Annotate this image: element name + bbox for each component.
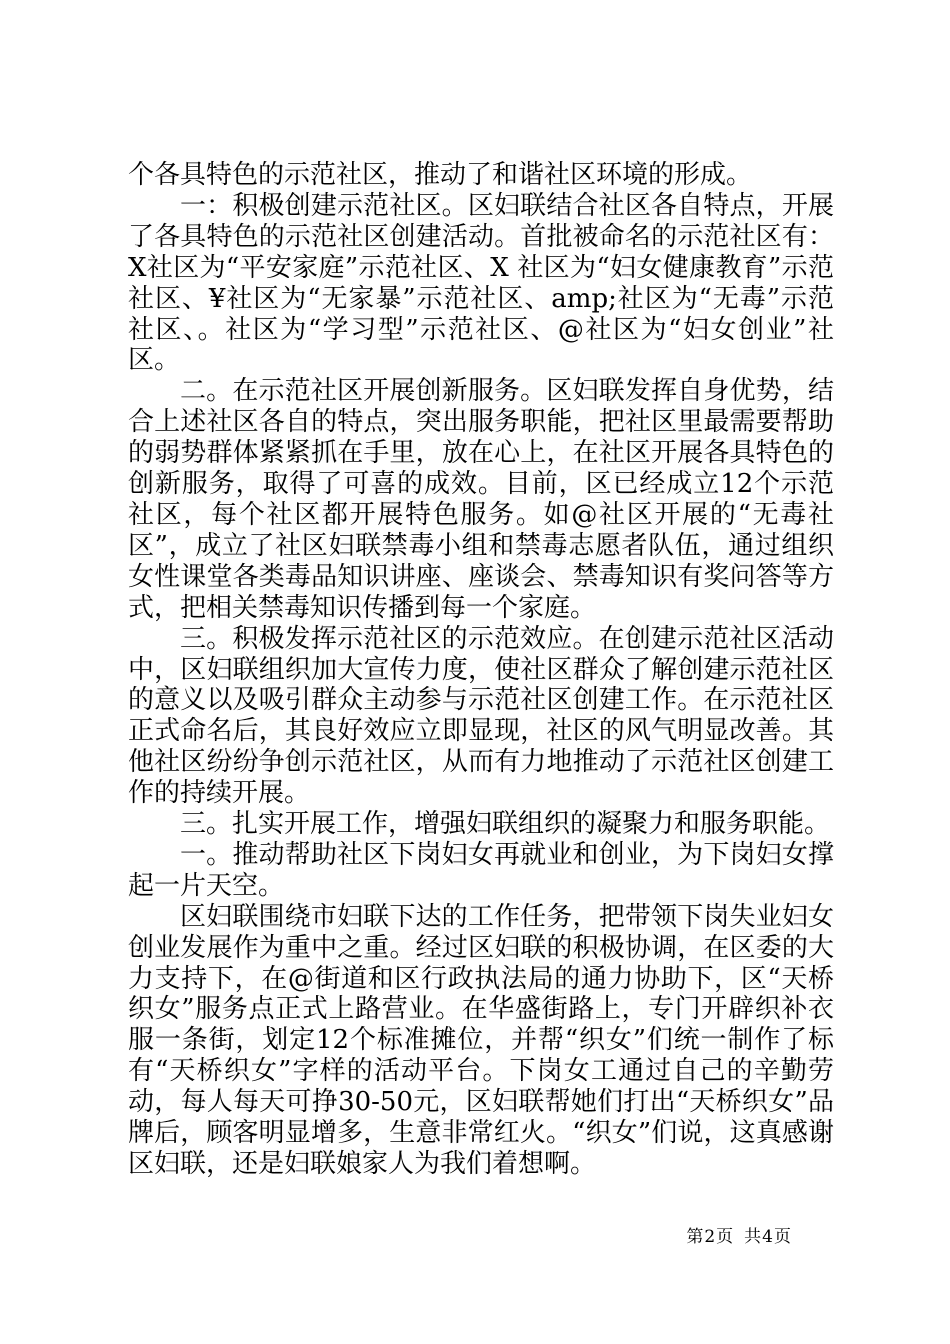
paragraph: 区妇联围绕市妇联下达的工作任务，把带领下岗失业妇女创业发展作为重中之重。经过区妇联的积极协调，在区委的大力支持下，在@街道和区行政执法局的通力协助下，区“天桥织女”服务点正式上路营业。在华盛街路上，专门开辟织补衣服一条街，划定12个标准摊位，并帮“织女”们统一制作了标有“天桥织女”字样的活动平台。下岗女工通过自己的辛勤劳动，每人每天可挣30-50元，区妇联帮她们打出“天桥织女”品牌后，顾客明显增多，生意非常红火。“织女”们说，这真感谢区妇联，还是妇联娘家人为我们着想啊。	[128, 901, 834, 1179]
page-total-label: 共4页	[744, 1227, 792, 1247]
document-body	[128, 160, 834, 1180]
paragraph-continuation: 个各具特色的示范社区，推动了和谐社区环境的形成。	[128, 160, 753, 190]
paragraph: 二。在示范社区开展创新服务。区妇联发挥自身优势，结合上述社区各自的特点，突出服务职能，把社区里最需要帮助的弱势群体紧紧抓在手里，放在心上，在社区开展各具特色的创新服务，取得了可喜的成效。目前，区已经成立12个示范社区，每个社区都开展特色服务。如@社区开展的“无毒社区”，成立了社区妇联禁毒小组和禁毒志愿者队伍，通过组织女性课堂各类毒品知识讲座、座谈会、禁毒知识有奖问答等方式，把相关禁毒知识传播到每一个家庭。	[128, 376, 834, 623]
paragraph: 一。推动帮助社区下岗妇女再就业和创业，为下岗妇女撑起一片天空。	[128, 839, 834, 901]
paragraph: 三。积极发挥示范社区的示范效应。在创建示范社区活动中，区妇联组织加大宣传力度，使社区群众了解创建示范社区的意义以及吸引群众主动参与示范社区创建工作。在示范社区正式命名后，其良好效应立即显现，社区的风气明显改善。其他社区纷纷争创示范社区，从而有力地推动了示范社区创建工作的持续开展。	[128, 623, 834, 809]
page-number-label: 第2页	[686, 1227, 735, 1247]
paragraph: 三。扎实开展工作，增强妇联组织的凝聚力和服务职能。	[180, 809, 831, 840]
paragraph: 一：积极创建示范社区。区妇联结合社区各自特点，开展了各具特色的示范社区创建活动。首批被命名的示范社区有：X社区为“平安家庭”示范社区、X 社区为“妇女健康教育”示范社区、¥社区为“无家暴”示范社区、amp;社区为“无毒”示范社区、。社区为“学习型”示范社区、@社区为“妇女创业”社区。	[128, 190, 834, 376]
page-footer	[686, 1222, 792, 1247]
